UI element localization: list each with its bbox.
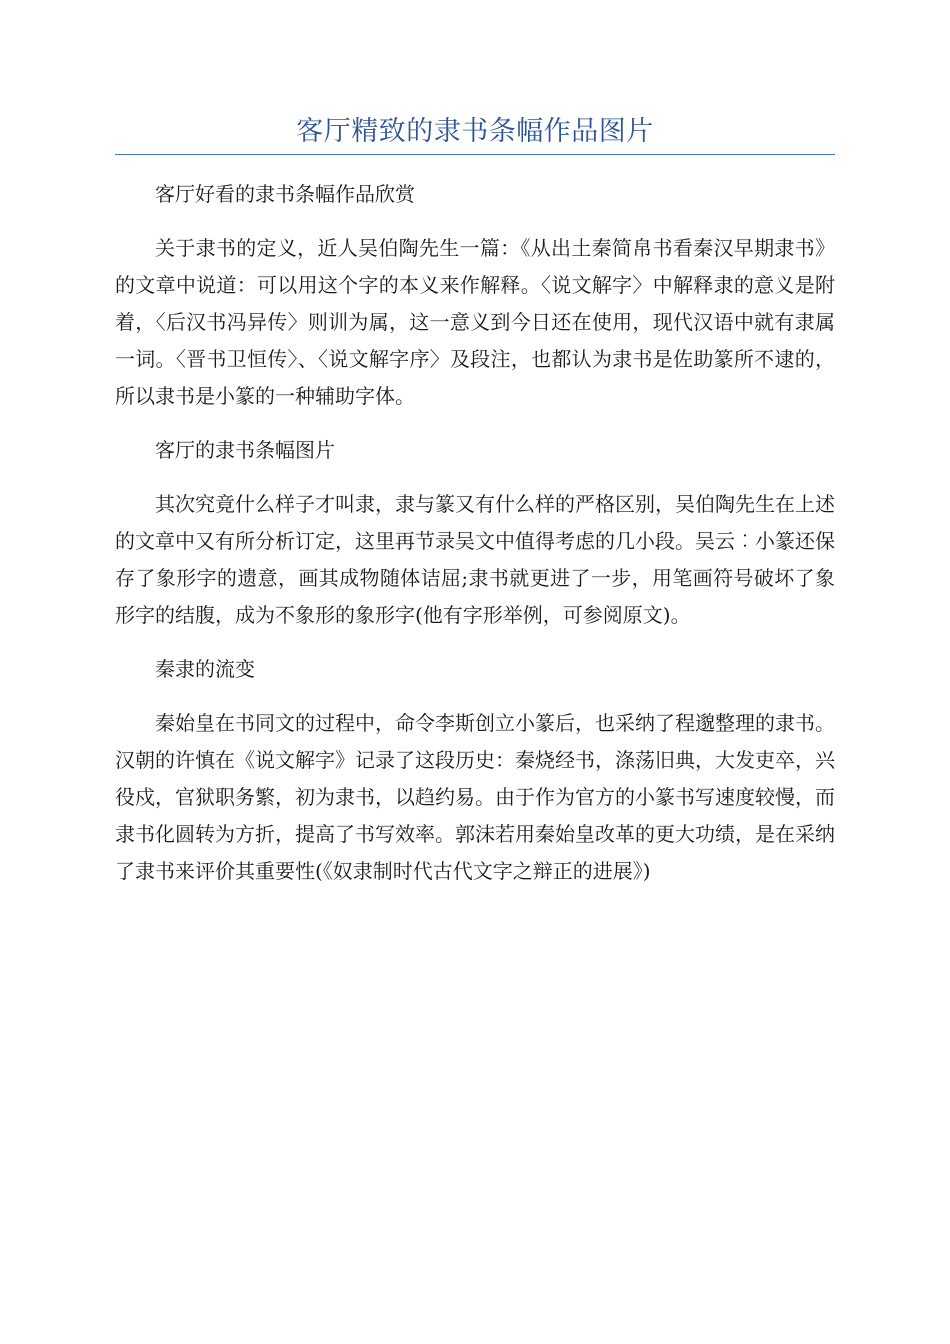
section-heading-3: 秦隶的流变 xyxy=(155,657,255,681)
spacer xyxy=(115,415,835,432)
title-underline xyxy=(115,154,835,155)
section-paragraph-3: 秦始皇在书同文的过程中，命令李斯创立小篆后，也采纳了程邈整理的隶书。汉朝的许慎在《说文解字》记录了这段历史：秦烧经书，涤荡旧典，大发吏卒，兴役戍，官狱职务繁，初为隶书，以趋约易。由于作为官方的小篆书写速度较慢，而隶书化圆转为方折，提高了书写效率。郭沫若用秦始皇改革的更大功绩，是在采纳了隶书来评价其重要性(《奴隶制时代古代文字之辩正的进展》) xyxy=(115,711,835,883)
spacer xyxy=(115,213,835,230)
spacer xyxy=(115,634,835,651)
spacer xyxy=(115,688,835,705)
section-heading-1: 客厅好看的隶书条幅作品欣赏 xyxy=(155,182,415,206)
section-heading-2: 客厅的隶书条幅图片 xyxy=(155,438,335,462)
document-body xyxy=(115,176,835,890)
spacer xyxy=(115,469,835,486)
section-paragraph-1: 关于隶书的定义，近人吴伯陶先生一篇：《从出土秦简帛书看秦汉早期隶书》的文章中说道：可以用这个字的本义来作解释。〈说文解字〉中解释隶的意义是附着，〈后汉书冯异传〉则训为属，这一意义到今日还在使用，现代汉语中就有隶属一词。〈晋书卫恒传〉、〈说文解字序〉及段注，也都认为隶书是佐助篆所不逮的，所以隶书是小篆的一种辅助字体。 xyxy=(115,236,835,408)
section-paragraph-2: 其次究竟什么样子才叫隶，隶与篆又有什么样的严格区别，吴伯陶先生在上述的文章中又有所分析订定，这里再节录吴文中值得考虑的几小段。吴云︰小篆还保存了象形字的遗意，画其成物随体诘屈;隶书就更进了一步，用笔画符号破坏了象形字的结腹，成为不象形的象形字(他有字形举例，可参阅原文)。 xyxy=(115,492,835,627)
page-title: 客厅精致的隶书条幅作品图片 xyxy=(296,116,654,147)
